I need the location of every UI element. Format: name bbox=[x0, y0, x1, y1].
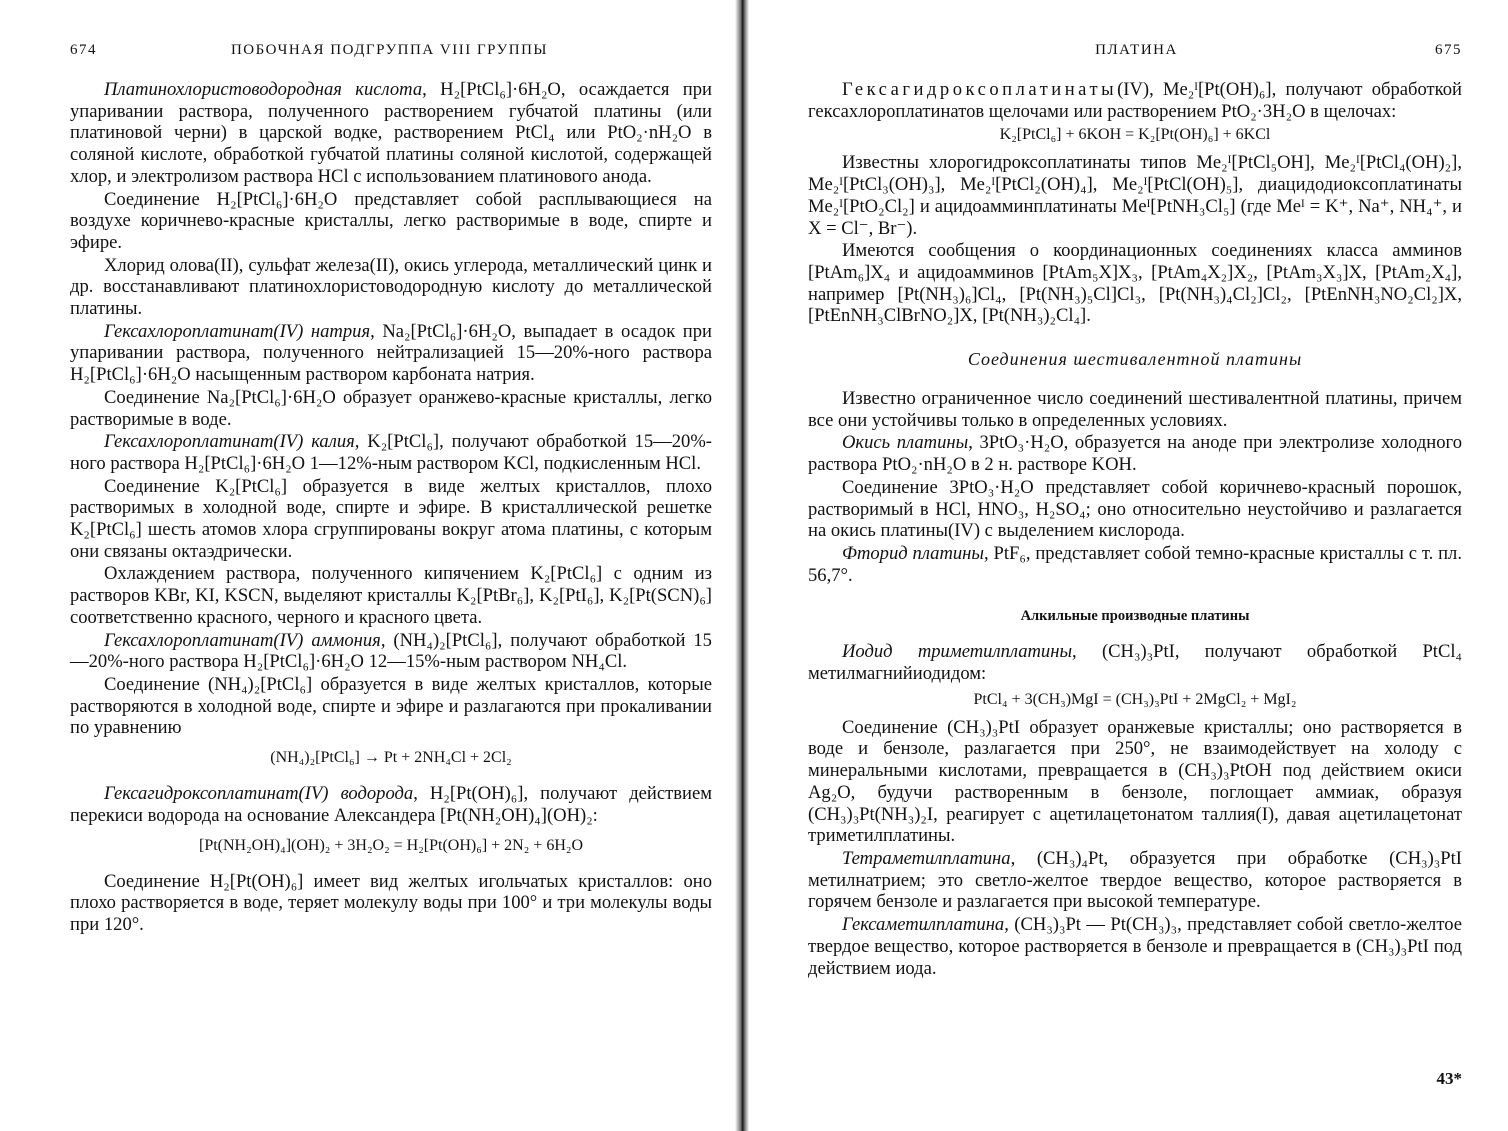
left-page-number: 674 bbox=[70, 42, 97, 58]
paragraph: Соединение H₂[Pt(OH)₆] имеет вид желтых игольчатых кристаллов: оно плохо растворяется в воде, теряет молекулу воды при 100° и три молекулы воды при 120°. bbox=[70, 870, 712, 935]
left-running-title: ПОБОЧНАЯ ПОДГРУППА VIII ГРУППЫ bbox=[230, 42, 549, 58]
signature-mark: 43* bbox=[1436, 1069, 1462, 1088]
paragraph: Окись платины, 3PtO₃·H₂O, образуется на аноде при электролизе холодного раствора PtO₂·nH₂O в 2 н. растворе KOH. bbox=[808, 432, 1462, 476]
left-blocks bbox=[70, 79, 712, 739]
equation: [Pt(NH₂OH)₄](OH)₂ + 3H₂O₂ = H₂[Pt(OH)₆] + 2N₂ + 6H₂O bbox=[198, 836, 584, 854]
paragraph: Соединение (CH₃)₃PtI образует оранжевые кристаллы; оно растворяется в воде и бензоле, разлагается при 250°, не взаимодействует на холоду с минеральными кислотами, превращается в (CH₃)₃PtOH под действием окиси Ag₂O, будучи растворенным в бензоле, поглощает аммиак, образуя (CH₃)₃Pt(NH₃)₂I, реагирует с ацетилацетонатом таллия(I), давая ацетилацетонат триметилплатины. bbox=[808, 716, 1462, 847]
right-running-title: ПЛАТИНА bbox=[1095, 42, 1178, 58]
paragraph: Соединение K₂[PtCl₆] образуется в виде желтых кристаллов, плохо растворимых в холодной воде, спирте и эфире. В кристаллической решетке K₂[PtCl₆] шесть атомов хлора сгруппированы вокруг атома платины, с которым они связаны октаэдрически. bbox=[70, 475, 712, 562]
left-page-header bbox=[70, 42, 712, 59]
equation: (NH₄)₂[PtCl₆] → Pt + 2NH₄Cl + 2Cl₂ bbox=[270, 749, 512, 767]
paragraph: Иодид триметилплатины, (CH₃)₃PtI, получают обработкой PtCl₄ метилмагнийиодидом: bbox=[808, 641, 1463, 685]
paragraph: Хлорид олова(II), сульфат железа(II), окись углерода, металлический цинк и др. восстанавливают платинохлористоводородную кислоту до металлической платины. bbox=[70, 254, 712, 320]
paragraph: Гексахлороплатинат(IV) натрия, Na₂[PtCl₆]·6H₂O, выпадает в осадок при упаривании раствора, полученного нейтрализацией 15—20%-ного раствора H₂[PtCl₆]·6H₂O насыщенным раствором карбоната натрия. bbox=[70, 320, 712, 386]
paragraph: Гексагидроксоплатинаты(IV), Me₂ᴵ[Pt(OH)₆], получают обработкой гексахлороплатинатов щелочами или растворением PtO₂·3H₂O в щелочах: bbox=[808, 79, 1462, 122]
paragraph: Гексагидроксоплатинат(IV) водорода, H₂[Pt(OH)₆], получают действием перекиси водорода на основание Александера [Pt(NH₂OH)₄](OH)₂: bbox=[70, 783, 712, 826]
right-page-number: 675 bbox=[1435, 42, 1462, 58]
paragraph: Соединение (NH₄)₂[PtCl₆] образуется в виде желтых кристаллов, которые растворяются в холодной воде, спирте и эфире и разлагаются при прокаливании по уравнению bbox=[70, 673, 712, 739]
paragraph: Соединение H₂[PtCl₆]·6H₂O представляет собой расплывающиеся на воздухе коричнево-красные кристаллы, легко растворимые в воде, спирте и эфире. bbox=[70, 188, 712, 253]
paragraph: Имеются сообщения о координационных соединениях класса амминов [PtAm₆]X₄ и ацидоамминов [PtAm₅X]X₃, [PtAm₄X₂]X₂, [PtAm₃X₃]X, [PtAm₂X₄], например [Pt(NH₃)₆]Cl₄, [Pt(NH₃)₅Cl]Cl₃, [Pt(NH₃)₄Cl₂]Cl₂, [PtEnNH₃NO₂Cl₂]X, [PtEnNH₃ClBrNO₂]X, [Pt(NH₃)₂Cl₄]. bbox=[808, 240, 1462, 327]
paragraph: Тетраметилплатина, (CH₃)₄Pt, образуется при обработке (CH₃)₃PtI метилнатрием; это светло-желтое твердое вещество, которое растворяется в горячем бензоле и разлагается при высокой температуре. bbox=[808, 847, 1462, 913]
paragraph: Соединение 3PtO₃·H₂O представляет собой коричнево-красный порошок, растворимый в HCl, HNO₃, H₂SO₄; оно относительно неустойчиво и разлагается на окись платины(IV) с выделением кислорода. bbox=[808, 476, 1462, 542]
paragraph: Соединение Na₂[PtCl₆]·6H₂O образует оранжево-красные кристаллы, легко растворимые в воде. bbox=[70, 386, 712, 430]
section-heading: Алкильные производные платины bbox=[1020, 608, 1250, 625]
paragraph: Гексахлороплатинат(IV) калия, K₂[PtCl₆], получают обработкой 15—20%-ного раствора H₂[PtCl₆]·6H₂O 1—12%-ным раствором KCl, подкисленным HCl. bbox=[70, 431, 712, 474]
paragraph: Известны хлорогидроксоплатинаты типов Me₂ᴵ[PtCl₅OH], Me₂ᴵ[PtCl₄(OH)₂], Me₂ᴵ[PtCl₃(OH)₃], Me₂ᴵ[PtCl₂(OH)₄], Me₂ᴵ[PtCl(OH)₅], диацидодиоксоплатинаты Me₂ᴵ[PtO₂Cl₂] и ацидоамминплатинаты Meᴵ[PtNH₃Cl₅] (где Meᴵ = K⁺, Na⁺, NH₄⁺, и X = Cl⁻, Br⁻). bbox=[808, 152, 1462, 239]
right-page-header bbox=[808, 42, 1462, 59]
section-heading: Соединения шестивалентной платины bbox=[967, 349, 1303, 370]
paragraph: Платинохлористоводородная кислота, H₂[PtCl₆]·6H₂O, осаждается при упаривании раствора, полученного растворением губчатой платины (или платиновой черни) в царской водке, растворением PtCl₄ или PtO₂·nH₂O в соляной кислоте, обработкой губчатой платины соляной кислотой, содержащей хлор, и электролизом раствора HCl с использованием платинового анода. bbox=[70, 79, 712, 187]
paragraph: Гексахлороплатинат(IV) аммония, (NH₄)₂[PtCl₆], получают обработкой 15—20%-ного раствора H₂[PtCl₆]·6H₂O 12—15%-ным раствором NH₄Cl. bbox=[70, 629, 712, 673]
paragraph: Гексаметилплатина, (CH₃)₃Pt — Pt(CH₃)₃, представляет собой светло-желтое твердое вещество, которое растворяется в бензоле и превращается в (CH₃)₃PtI под действием иода. bbox=[808, 914, 1462, 979]
left-page bbox=[0, 0, 752, 1131]
book-gutter bbox=[735, 0, 749, 1131]
paragraph: Охлаждением раствора, полученного кипячением K₂[PtCl₆] с одним из растворов KBr, KI, KSCN, выделяют кристаллы K₂[PtBr₆], K₂[PtI₆], K₂[Pt(SCN)₆] соответственно красного, черного и красного цвета. bbox=[70, 563, 712, 628]
equation: PtCl₄ + 3(CH₃)MgI = (CH₃)₃PtI + 2MgCl₂ + MgI₂ bbox=[973, 690, 1297, 708]
paragraph: Известно ограниченное число соединений шестивалентной платины, причем все они устойчивы только в определенных условиях. bbox=[808, 388, 1462, 431]
right-page bbox=[758, 0, 1508, 1131]
paragraph: Фторид платины, PtF₆, представляет собой темно-красные кристаллы с т. пл. 56,7°. bbox=[808, 542, 1462, 586]
equation: K₂[PtCl₆] + 6KOH = K₂[Pt(OH)₆] + 6KCl bbox=[999, 126, 1271, 144]
